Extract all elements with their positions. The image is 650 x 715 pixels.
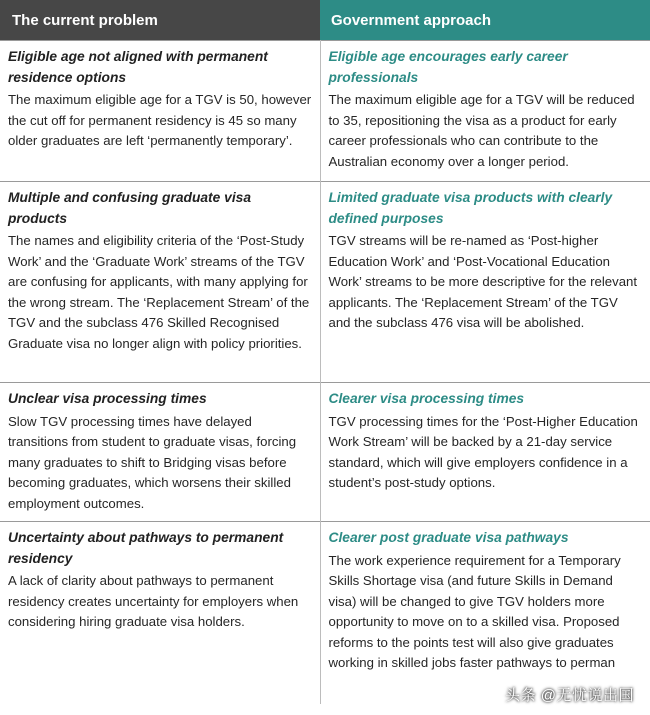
approach-text: The maximum eligible age for a TGV will be reduced to 35, repositioning the visa as a product for early career professionals who can contribute to the Australian economy over a longer period. (328, 92, 635, 169)
approach-cell (320, 41, 650, 182)
approach-title: Limited graduate visa products with clearly defined purposes (328, 190, 613, 226)
table-row (0, 383, 650, 522)
approach-text: TGV streams will be re-named as ‘Post-higher Education Work’ and ‘Post-Vocational Education Work’ streams to be more descriptive for the relevant applicants. The ‘Replacement Stream’ of the TGV and the subclass 476 visa will be abolished. (328, 233, 638, 330)
problem-title: Multiple and confusing graduate visa products (8, 190, 252, 226)
table-row (0, 522, 650, 705)
problem-text: Slow TGV processing times have delayed transitions from student to graduate visas, forcing many graduates to shift to Bridging visas before becoming graduates, which worsens their skilled employment outcomes. (8, 413, 297, 511)
header-government-approach: Government approach (320, 0, 650, 41)
watermark: 头条 @无忧说出国 (505, 687, 634, 704)
problem-text: A lack of clarity about pathways to permanent residency creates uncertainty for employers when considering hiring graduate visa holders. (8, 573, 299, 629)
approach-title: Clearer visa processing times (328, 391, 525, 406)
problem-title: Eligible age not aligned with permanent residence options (8, 49, 268, 85)
problem-title: Uncertainty about pathways to permanent residency (8, 530, 284, 566)
approach-cell (320, 383, 650, 522)
approach-text: TGV processing times for the ‘Post-Higher Education Work Stream’ will be backed by a 21-day service standard, which will give employers confidence in a student’s post-study options. (328, 413, 638, 490)
problem-cell (0, 182, 320, 383)
problem-text: The names and eligibility criteria of the ‘Post-Study Work’ and the ‘Graduate Work’ streams of the TGV are confusing for applicants, with many applying for the wrong stream. The ‘Replacement Stream’ of the TGV and the subclass 476 Skilled Recognised Graduate visa no longer align with policy priorities. (8, 233, 310, 351)
approach-cell (320, 522, 650, 705)
approach-text: The work experience requirement for a Temporary Skills Shortage visa (and future Skills in Demand visa) will be changed to give TGV holders more opportunity to move on to a skilled visa. Proposed reforms to the points test will also give graduates working in skilled jobs faster pathways to perman (328, 552, 621, 670)
header-current-problem: The current problem (0, 0, 320, 41)
table-row (0, 182, 650, 383)
approach-title: Eligible age encourages early career professionals (328, 49, 568, 85)
approach-title: Clearer post graduate visa pathways (328, 530, 569, 545)
table-row (0, 41, 650, 182)
problem-cell (0, 41, 320, 182)
approach-cell (320, 182, 650, 383)
problem-cell (0, 383, 320, 522)
problem-cell (0, 522, 320, 705)
problem-text: The maximum eligible age for a TGV is 50, however the cut off for permanent residency is 45 so many older graduates are left ‘permanently temporary’. (8, 92, 312, 148)
problem-title: Unclear visa processing times (8, 391, 207, 406)
table-header-row (0, 0, 650, 41)
